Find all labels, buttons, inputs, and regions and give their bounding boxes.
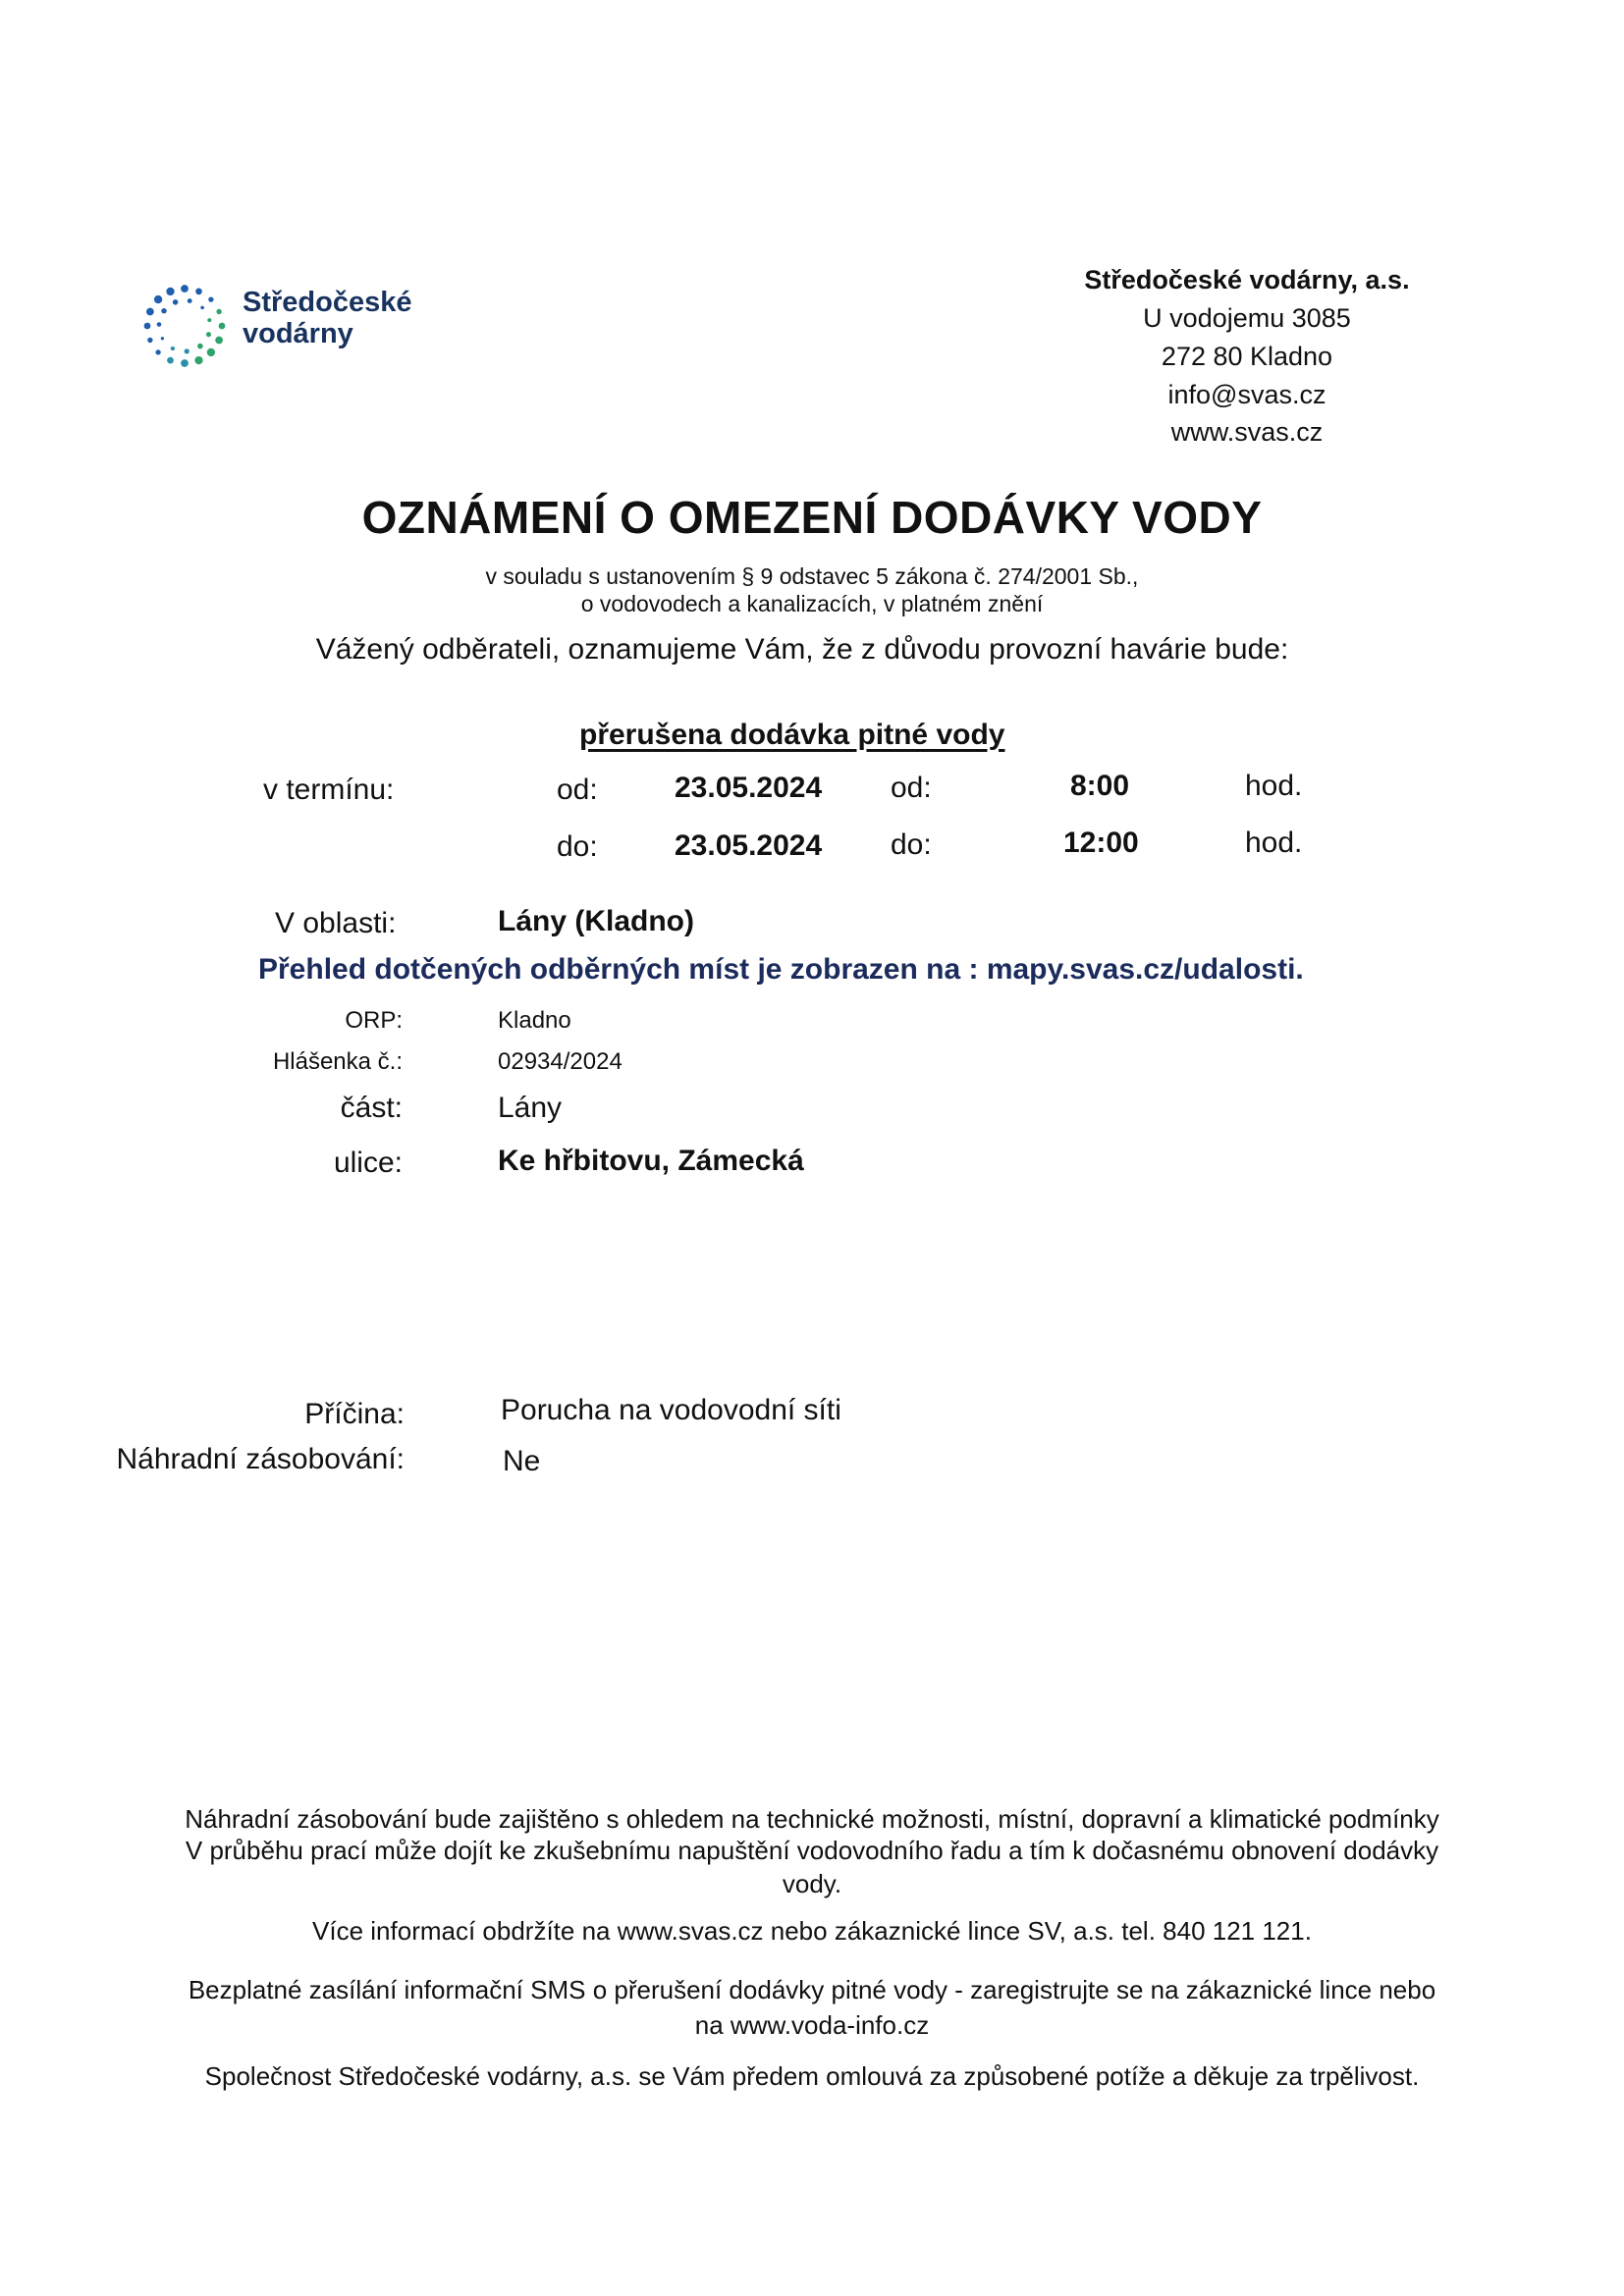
logo-dot (185, 348, 189, 353)
cause-value: Porucha na vodovodní síti (501, 1394, 841, 1426)
notice-title: OZNÁMENÍ O OMEZENÍ DODÁVKY VODY (361, 492, 1263, 543)
logo-dot (207, 348, 215, 356)
footer-replacement-note-line1: Náhradní zásobování bude zajištěno s ohledem na technické možnosti, místní, dopravní a klimatické podmínky (185, 1804, 1439, 1834)
logo-text-line1: Středočeské (243, 287, 412, 318)
logo-dot (146, 308, 154, 316)
logo-dot (197, 344, 203, 349)
from-time-value: 8:00 (1070, 770, 1130, 802)
from-unit: hod. (1245, 770, 1303, 802)
logo-dot (206, 332, 211, 337)
logo-dot (161, 337, 164, 340)
logo-dot (147, 338, 152, 343)
logo-dot (144, 323, 151, 330)
logo-dot (166, 288, 174, 295)
logo-dot (173, 299, 179, 305)
water-drops-logo-icon (137, 277, 236, 375)
to-date-label: do: (557, 830, 598, 863)
part-value: Lány (498, 1092, 563, 1124)
street-value: Ke hřbitovu, Zámecká (498, 1145, 804, 1177)
company-street: U vodojemu 3085 (1143, 303, 1351, 333)
footer-more-info: Více informací obdržíte na www.svas.cz nebo zákaznické lince SV, a.s. tel. 840 121 121. (312, 1916, 1312, 1946)
street-label: ulice: (333, 1147, 403, 1179)
logo-dot (194, 356, 202, 364)
logo-dot (195, 289, 202, 295)
schedule-label: v termínu: (263, 774, 395, 806)
logo-dot (157, 322, 162, 327)
logo-text-line2: vodárny (243, 318, 353, 349)
to-unit: hod. (1245, 827, 1303, 859)
logo-dot (215, 337, 223, 345)
logo-dot (208, 296, 213, 301)
footer-replacement-note-line2: V průběhu prací může dojít ke zkušebnímu napuštění vodovodního řadu a tím k dočasnému obnovení dodávky (185, 1836, 1439, 1865)
from-time-label: od: (891, 772, 932, 804)
company-logo (137, 277, 432, 375)
logo-dot (154, 295, 162, 303)
from-date-label: od: (557, 774, 598, 806)
footer-sms-registration-line1: Bezplatné zasílání informační SMS o přerušení dodávky pitné vody - zaregistrujte se na zákaznické lince nebo (188, 1975, 1436, 2004)
footer-sms-registration-line2: na www.voda-info.cz (694, 2010, 930, 2040)
logo-dot (207, 318, 211, 322)
legal-reference-line2: o vodovodech a kanalizacích, v platném znění (580, 591, 1044, 616)
logo-dot (181, 359, 189, 367)
logo-dot (161, 308, 166, 313)
logo-dot (155, 349, 160, 354)
to-time-value: 12:00 (1063, 827, 1139, 859)
from-date-value: 23.05.2024 (675, 772, 823, 804)
orp-value: Kladno (498, 1007, 571, 1034)
logo-dot (188, 298, 192, 303)
replacement-supply-label: Náhradní zásobování: (116, 1443, 405, 1475)
report-number-value: 02934/2024 (498, 1048, 623, 1075)
footer-apology: Společnost Středočeské vodárny, a.s. se Vám předem omlouvá za způsobené potíže a děkuje za trpělivost. (204, 2061, 1420, 2091)
company-name: Středočeské vodárny, a.s. (1084, 265, 1410, 294)
to-date-value: 23.05.2024 (675, 829, 823, 862)
replacement-supply-value: Ne (503, 1445, 541, 1477)
company-web[interactable]: www.svas.cz (1170, 417, 1324, 447)
greeting-text: Vážený odběrateli, oznamujeme Vám, že z důvodu provozní havárie bude: (315, 633, 1289, 666)
part-label: část: (340, 1092, 403, 1124)
logo-dot (216, 309, 221, 314)
report-number-label: Hlášenka č.: (272, 1048, 403, 1075)
legal-reference-line1: v souladu s ustanovením § 9 odstavec 5 zákona č. 274/2001 Sb., (485, 563, 1139, 589)
footer-replacement-note-line3: vody. (782, 1869, 842, 1898)
logo-dot (167, 357, 174, 364)
company-email[interactable]: info@svas.cz (1167, 380, 1326, 409)
interruption-heading: přerušena dodávka pitné vody (579, 719, 1005, 751)
logo-dot (171, 347, 175, 350)
logo-dot (181, 285, 189, 293)
area-label: V oblasti: (275, 907, 397, 939)
area-value: Lány (Kladno) (498, 905, 694, 937)
to-time-label: do: (891, 828, 932, 861)
cause-label: Příčina: (304, 1398, 405, 1430)
orp-label: ORP: (345, 1007, 403, 1034)
logo-dot (219, 323, 226, 330)
logo-dot (200, 306, 204, 310)
affected-places-overview: Přehled dotčených odběrných míst je zobrazen na : mapy.svas.cz/udalosti. (258, 953, 1304, 986)
company-city: 272 80 Kladno (1161, 342, 1333, 371)
